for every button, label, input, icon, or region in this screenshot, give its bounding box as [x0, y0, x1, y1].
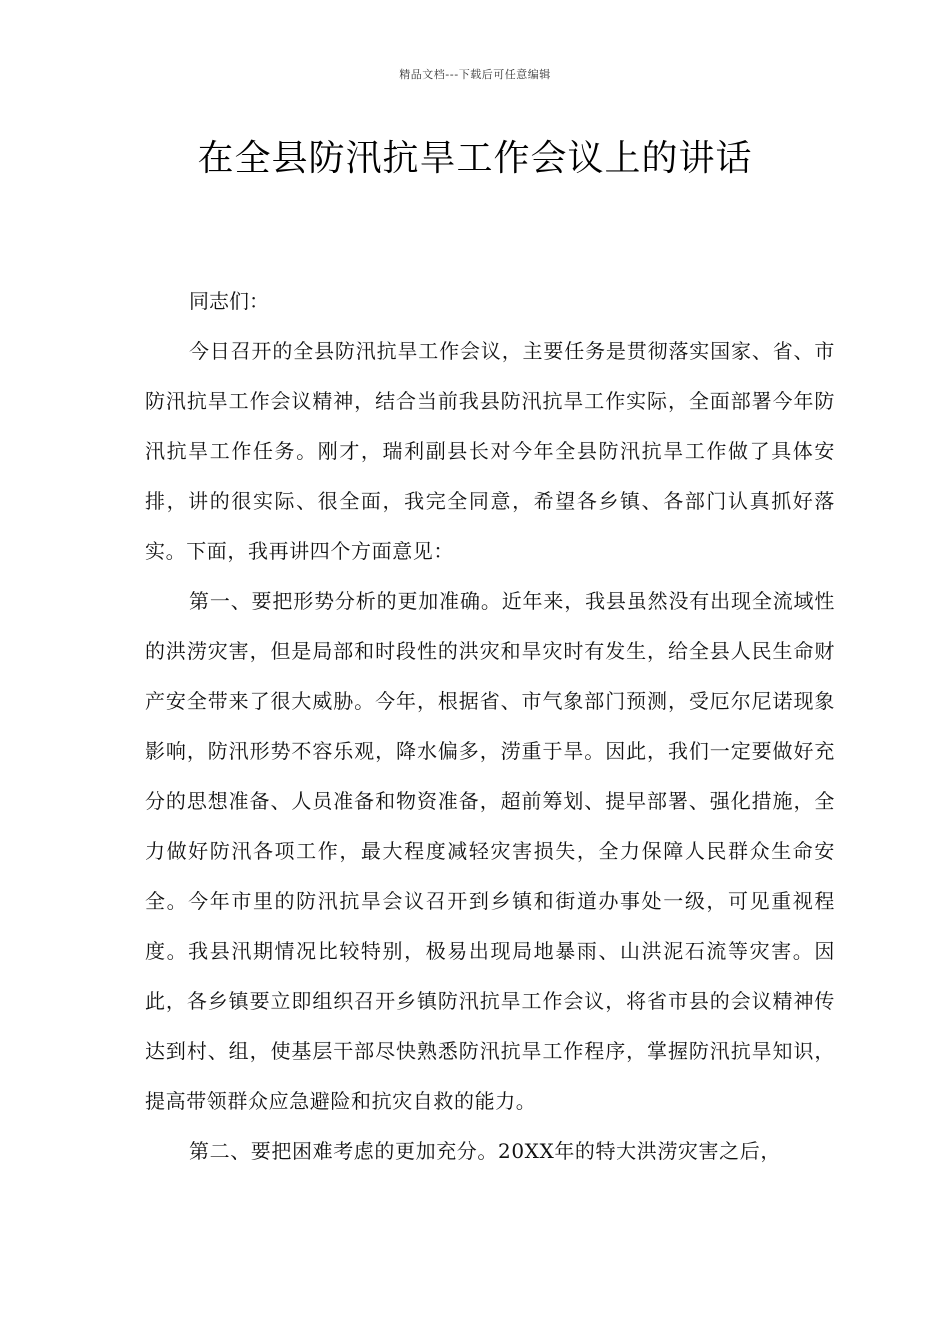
paragraph-intro: 今日召开的全县防汛抗旱工作会议，主要任务是贯彻落实国家、省、市防汛抗旱工作会议精神，结合当前我县防汛抗旱工作实际，全面部署今年防汛抗旱工作任务。刚才，瑞利副县长对今年全县防汛抗旱工作做了具体安排，讲的很实际、很全面，我完全同意，希望各乡镇、各部门认真抓好落实。下面，我再讲四个方面意见： [145, 339, 835, 563]
document-title: 在全县防汛抗旱工作会议上的讲话 [197, 138, 753, 179]
greeting: 同志们： [189, 289, 269, 313]
header-note: 精品文档---下载后可任意编辑 [399, 68, 551, 81]
paragraph-point-one: 第一、要把形势分析的更加准确。近年来，我县虽然没有出现全流域性的洪涝灾害，但是局部和时段性的洪灾和旱灾时有发生，给全县人民生命财产安全带来了很大威胁。今年，根据省、市气象部门预测，受厄尔尼诺现象影响，防汛形势不容乐观，降水偏多，涝重于旱。因此，我们一定要做好充分的思想准备、人员准备和物资准备，超前筹划、提早部署、强化措施，全力做好防汛各项工作，最大程度减轻灾害损失，全力保障人民群众生命安全。今年市里的防汛抗旱会议召开到乡镇和街道办事处一级，可见重视程度。我县汛期情况比较特别，极易出现局地暴雨、山洪泥石流等灾害。因此，各乡镇要立即组织召开乡镇防汛抗旱工作会议，将省市县的会议精神传达到村、组，使基层干部尽快熟悉防汛抗旱工作程序，掌握防汛抗旱知识，提高带领群众应急避险和抗灾自救的能力。 [145, 589, 835, 1113]
paragraph-point-two: 第二、要把困难考虑的更加充分。20XX年的特大洪涝灾害之后， [189, 1139, 781, 1163]
document-body [145, 276, 835, 1176]
